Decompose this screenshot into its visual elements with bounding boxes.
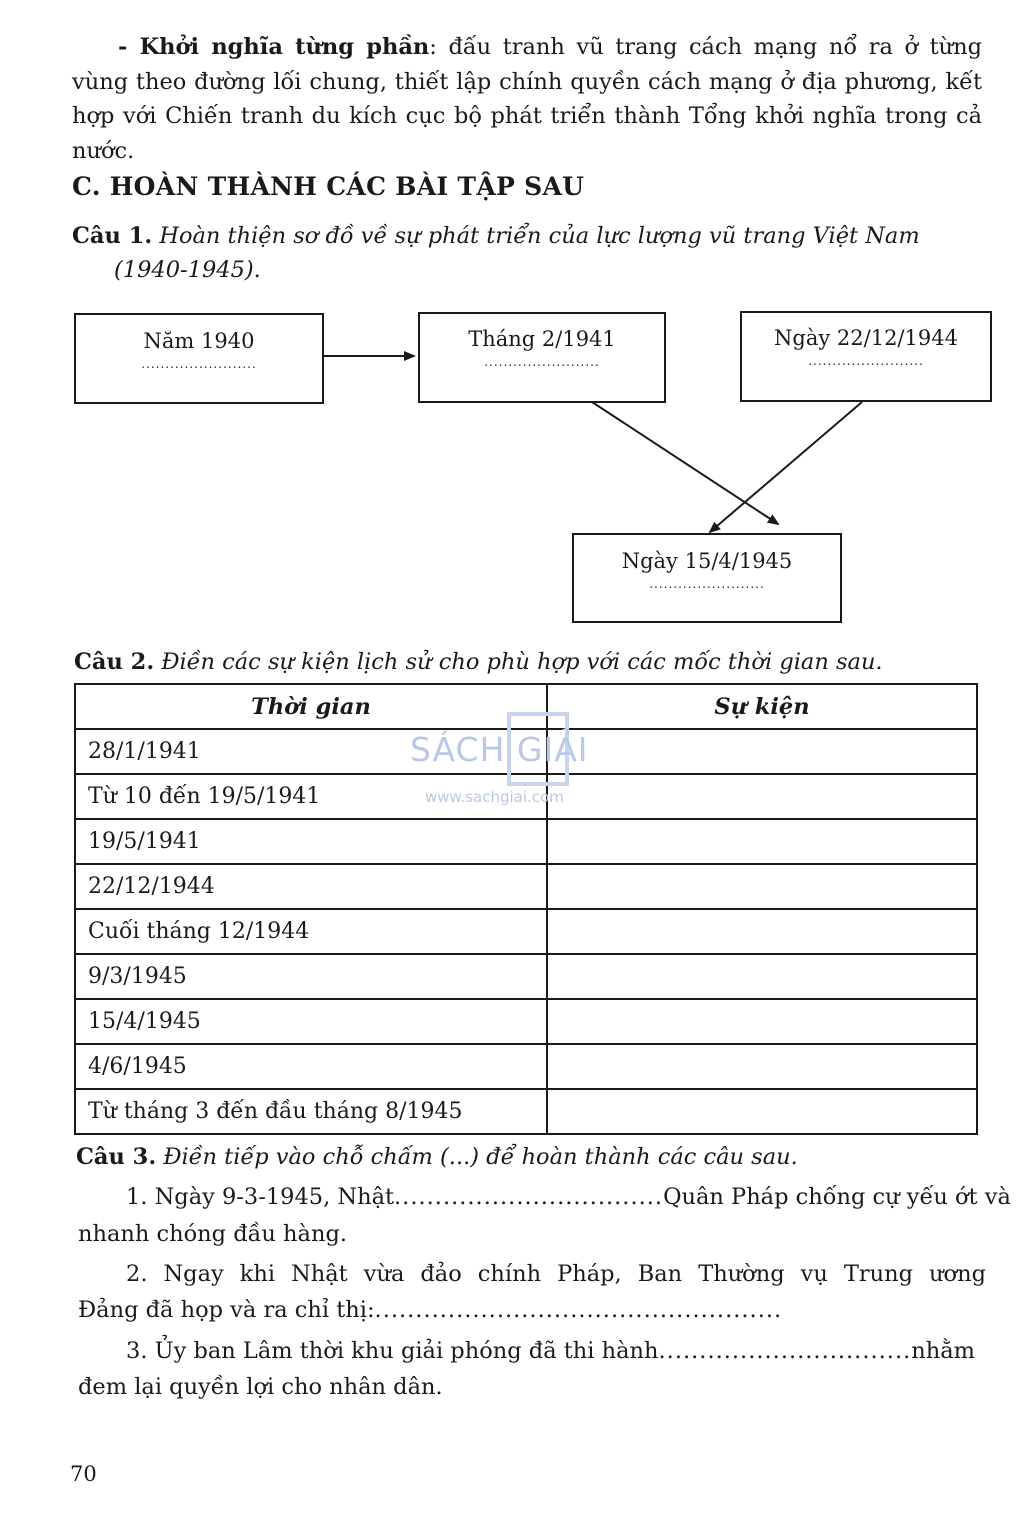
event-cell bbox=[547, 774, 977, 819]
intro-text: : đấu tranh vũ trang cách mạng nổ ra ở từng vùng theo đường lối chung, thiết lập chính quyền cách mạng ở địa phương, kết hợp với Chiến tranh du kích cục bộ phát triển thành Tổng khởi nghĩa trong cả nước. bbox=[72, 34, 982, 164]
table-row bbox=[75, 729, 977, 774]
time-cell: 15/4/1945 bbox=[75, 999, 547, 1044]
time-cell: 4/6/1945 bbox=[75, 1044, 547, 1089]
time-cell: 22/12/1944 bbox=[75, 864, 547, 909]
q3-sentence-1-cont: nhanh chóng đầu hàng. bbox=[78, 1221, 348, 1247]
header-time: Thời gian bbox=[75, 684, 547, 729]
time-cell: Từ tháng 3 đến đầu tháng 8/1945 bbox=[75, 1089, 547, 1134]
time-cell: 28/1/1941 bbox=[75, 729, 547, 774]
event-cell bbox=[547, 819, 977, 864]
section-heading: C. HOÀN THÀNH CÁC BÀI TẬP SAU bbox=[72, 172, 585, 201]
box-1945-blank: ........................ bbox=[649, 577, 765, 591]
box-1945-label: Ngày 15/4/1945 bbox=[621, 549, 793, 573]
s1-end: Quân Pháp chống cự yếu ớt và bbox=[663, 1184, 1011, 1210]
box-1941-blank: ........................ bbox=[484, 355, 600, 369]
event-cell bbox=[547, 999, 977, 1044]
q2-prompt bbox=[74, 645, 883, 679]
time-cell: Từ 10 đến 19/5/1941 bbox=[75, 774, 547, 819]
time-cell: 19/5/1941 bbox=[75, 819, 547, 864]
box-1940-blank: ........................ bbox=[141, 357, 257, 371]
s2-blank: .................................................. bbox=[374, 1297, 783, 1323]
q1-text: Hoàn thiện sơ đồ về sự phát triển của lực lượng vũ trang Việt Nam bbox=[159, 223, 920, 249]
q1-prompt bbox=[72, 219, 920, 253]
intro-bold-term: - Khởi nghĩa từng phần bbox=[118, 34, 430, 60]
q3-sentence-1 bbox=[126, 1180, 1011, 1214]
event-cell bbox=[547, 954, 977, 999]
time-cell: 9/3/1945 bbox=[75, 954, 547, 999]
intro-paragraph bbox=[72, 30, 982, 168]
header-event: Sự kiện bbox=[547, 684, 977, 729]
q1-label: Câu 1. bbox=[72, 223, 153, 249]
box-1944-label: Ngày 22/12/1944 bbox=[774, 326, 958, 350]
event-cell bbox=[547, 1089, 977, 1134]
q1-text-line2: (1940-1945). bbox=[114, 257, 261, 283]
q3-prompt bbox=[76, 1140, 798, 1174]
events-table bbox=[74, 683, 978, 1135]
table-row bbox=[75, 1044, 977, 1089]
q3-sentence-3-cont: đem lại quyền lợi cho nhân dân. bbox=[78, 1374, 443, 1400]
box-1941 bbox=[418, 312, 666, 403]
q2-text: Điền các sự kiện lịch sử cho phù hợp với các mốc thời gian sau. bbox=[161, 649, 883, 675]
force-development-diagram bbox=[0, 300, 1024, 640]
box-1941-label: Tháng 2/1941 bbox=[468, 327, 616, 351]
table-row bbox=[75, 1089, 977, 1134]
time-cell: Cuối tháng 12/1944 bbox=[75, 909, 547, 954]
arrow-1944-to-1945 bbox=[710, 402, 862, 532]
table-row bbox=[75, 999, 977, 1044]
table-row bbox=[75, 774, 977, 819]
q3-label: Câu 3. bbox=[76, 1144, 157, 1170]
event-cell bbox=[547, 909, 977, 954]
q3-sentence-2-cont bbox=[78, 1293, 782, 1327]
watermark-url: www.sachgiai.com bbox=[425, 788, 564, 806]
s3-blank: ............................... bbox=[658, 1338, 912, 1364]
q3-sentence-2: 2. Ngay khi Nhật vừa đảo chính Pháp, Ban Thường vụ Trung ương bbox=[126, 1261, 986, 1287]
s1-blank: ................................. bbox=[394, 1184, 664, 1210]
q3-sentence-3 bbox=[126, 1334, 975, 1368]
event-cell bbox=[547, 729, 977, 774]
watermark-brand: SÁCH GIẢI bbox=[410, 730, 589, 769]
s2-end: Đảng đã họp và ra chỉ thị: bbox=[78, 1297, 375, 1323]
table-header-row bbox=[75, 684, 977, 729]
box-1944 bbox=[740, 311, 992, 402]
box-1940 bbox=[74, 313, 324, 404]
box-1944-blank: ........................ bbox=[808, 354, 924, 368]
box-1945 bbox=[572, 533, 842, 623]
s1-start: 1. Ngày 9-3-1945, Nhật bbox=[126, 1184, 395, 1210]
box-1940-label: Năm 1940 bbox=[143, 329, 255, 353]
event-cell bbox=[547, 864, 977, 909]
table-row bbox=[75, 954, 977, 999]
table-row bbox=[75, 909, 977, 954]
s3-end: nhằm bbox=[911, 1338, 975, 1364]
q2-label: Câu 2. bbox=[74, 649, 155, 675]
event-cell bbox=[547, 1044, 977, 1089]
arrow-1941-to-1945 bbox=[592, 402, 778, 524]
table-row bbox=[75, 819, 977, 864]
page-number: 70 bbox=[70, 1462, 97, 1486]
table-row bbox=[75, 864, 977, 909]
q3-text: Điền tiếp vào chỗ chấm (...) để hoàn thành các câu sau. bbox=[163, 1144, 798, 1170]
s3-start: 3. Ủy ban Lâm thời khu giải phóng đã thi hành bbox=[126, 1338, 659, 1364]
